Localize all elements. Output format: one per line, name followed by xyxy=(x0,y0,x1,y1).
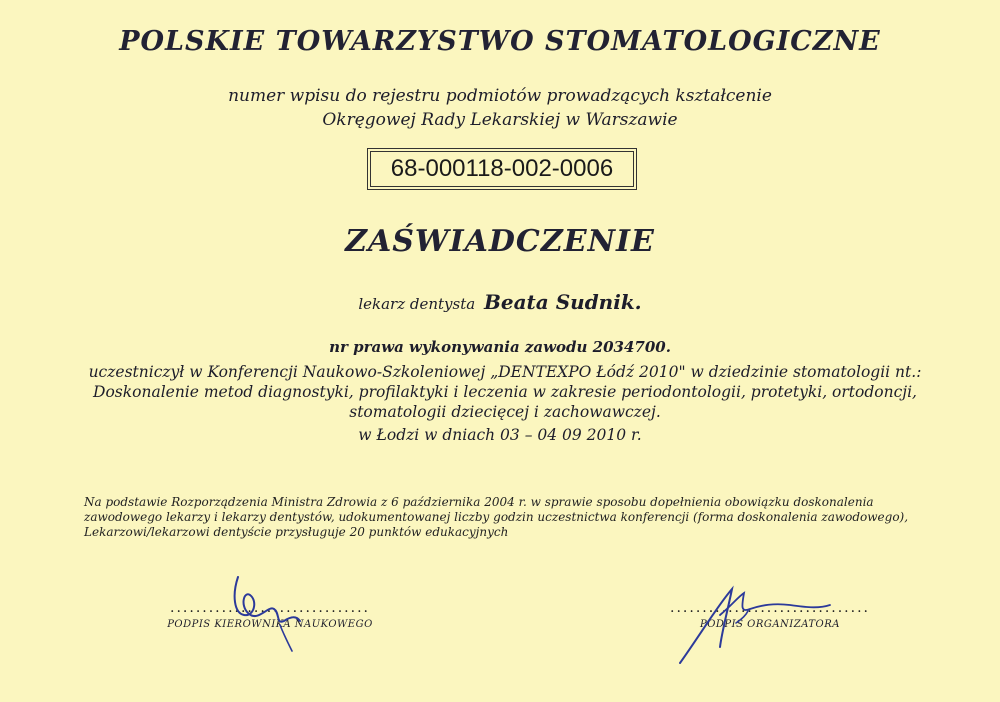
signature-line: ............................... xyxy=(170,600,370,616)
register-line-1: numer wpisu do rejestru podmiotów prowadzących kształcenie xyxy=(228,86,772,106)
signature-caption: PODPIS KIEROWNIKA NAUKOWEGO xyxy=(167,619,373,630)
organization-title: POLSKIE TOWARZYSTWO STOMATOLOGICZNE xyxy=(119,26,881,57)
signature-caption: PODPIS ORGANIZATORA xyxy=(699,619,841,630)
register-line-2: Okręgowej Rady Lekarskiej w Warszawie xyxy=(322,110,678,130)
legal-footnote: Na podstawie Rozporządzenia Ministra Zdrowia z 6 października 2004 r. w sprawie sposobu dopełnienia obowiązku doskonalenia zawodowego lekarzy i lekarzy dentystów, udokumentowanej liczby godzin uczestnictwa konferencji (forma doskonalenia zawodowego), Lekarzowi/lekarzowi dentyście przysługuje 20 punktów edukacyjnych xyxy=(84,495,909,539)
license-number: nr prawa wykonywania zawodu 2034700. xyxy=(329,338,671,356)
profession: lekarz dentysta xyxy=(358,295,476,313)
certificate-body: uczestniczył w Konferencji Naukowo-Szkoleniowej „DENTEXPO Łódź 2010" w dziedzinie stomatologii nt.: Doskonalenie metod diagnostyki, profilaktyki i leczenia w zakresie periodontologii, protetyki, ortodoncji, stomatologii dziecięcej i zachowawczej. xyxy=(88,363,922,421)
recipient-line xyxy=(0,290,1000,314)
register-number-box xyxy=(367,148,637,190)
register-number: 68-000118-002-0006 xyxy=(390,155,614,182)
signature-line: ............................... xyxy=(670,600,870,616)
handwritten-signature-right xyxy=(670,575,840,675)
handwritten-signature-left xyxy=(210,565,330,655)
document-title: ZAŚWIADCZENIE xyxy=(345,224,655,259)
recipient-name: Beata Sudnik. xyxy=(483,290,642,314)
date-location: w Łodzi w dniach 03 – 04 09 2010 r. xyxy=(358,426,642,444)
